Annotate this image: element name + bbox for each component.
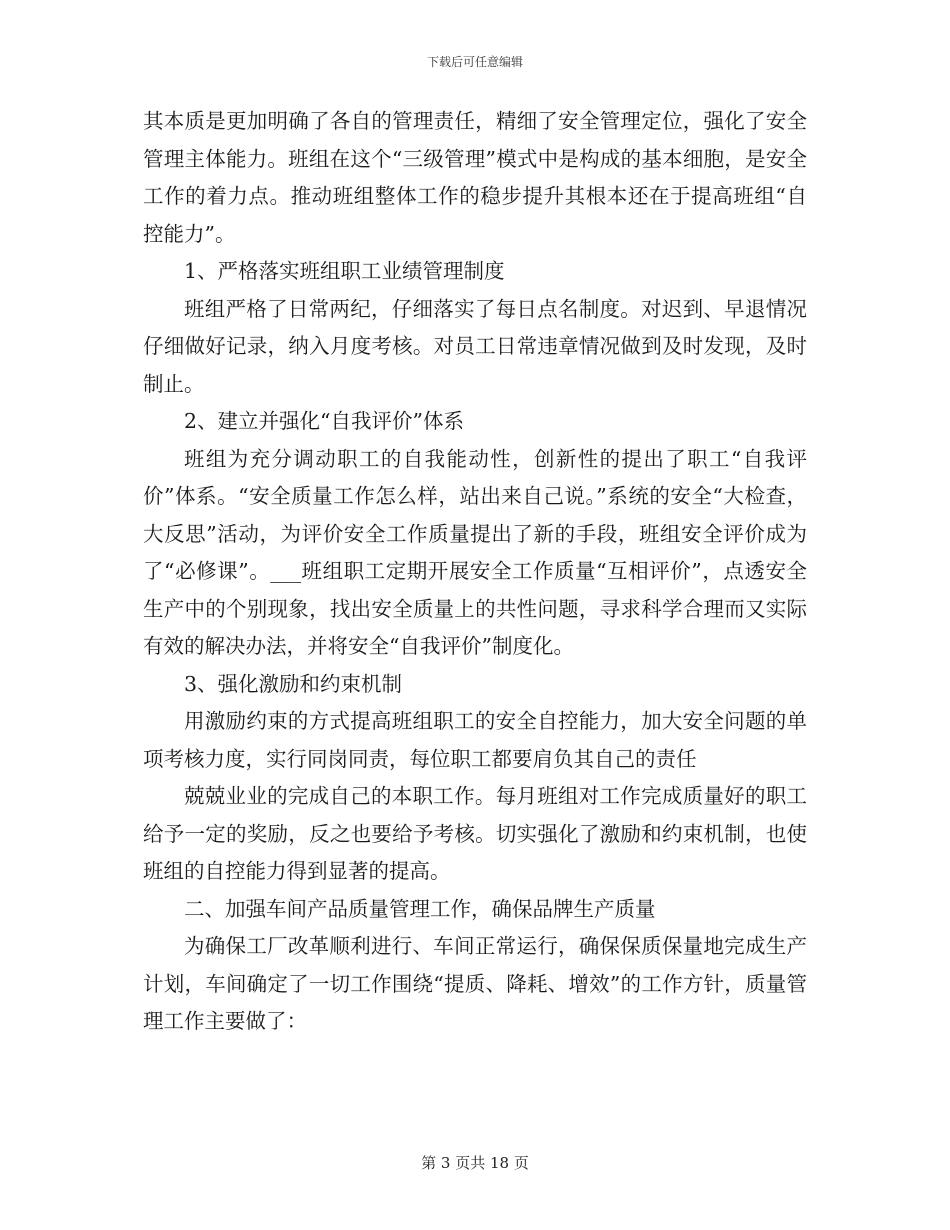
section-heading-3: 3、强化激励和约束机制	[184, 671, 403, 696]
section-heading-4: 二、加强车间产品质量管理工作，确保品牌生产质量	[184, 896, 656, 921]
paragraph-2: 班组严格了日常两纪，仔细落实了每日点名制度。对迟到、早退情况仔细做好记录，纳入月度考核。对员工日常违章情况做到及时发现，及时制止。	[143, 296, 807, 396]
section-heading-2: 2、建立并强化“自我评价”体系	[184, 409, 465, 433]
section-heading-1: 1、严格落实班组职工业绩管理制度	[184, 259, 505, 283]
paragraph-5: 兢兢业业的完成自己的本职工作。每月班组对工作完成质量好的职工给予一定的奖励，反之也要给予考核。切实强化了激励和约束机制，也使班组的自控能力得到显著的提高。	[143, 784, 807, 883]
document-body	[143, 103, 807, 1041]
paragraph-6: 为确保工厂改革顺利进行、车间正常运行，确保保质保量地完成生产计划，车间确定了一切工作围绕“提质、降耗、增效”的工作方针，质量管理工作主要做了：	[143, 934, 807, 1033]
page-number: 第 3 页共 18 页	[421, 1154, 529, 1172]
paragraph-3: 班组为充分调动职工的自我能动性，创新性的提出了职工“自我评价”体系。“安全质量工作怎么样，站出来自己说。”系统的安全“大检查，大反思”活动，为评价安全工作质量提出了新的手段，班组安全评价成为了“必修课”。___班组职工定期开展安全工作质量“互相评价”，点透安全生产中的个别现象，找出安全质量上的共性问题，寻求科学合理而又实际有效的解决办法，并将安全“自我评价”制度化。	[143, 446, 807, 658]
page-header: 下载后可任意编辑	[426, 55, 523, 69]
paragraph-4: 用激励约束的方式提高班组职工的安全自控能力，加大安全问题的单项考核力度，实行同岗同责，每位职工都要肩负其自己的责任	[143, 709, 807, 771]
paragraph-1: 其本质是更加明确了各自的管理责任，精细了安全管理定位，强化了安全管理主体能力。班组在这个“三级管理”模式中是构成的基本细胞，是安全工作的着力点。推动班组整体工作的稳步提升其根本还在于提高班组“自控能力”。	[143, 109, 807, 246]
